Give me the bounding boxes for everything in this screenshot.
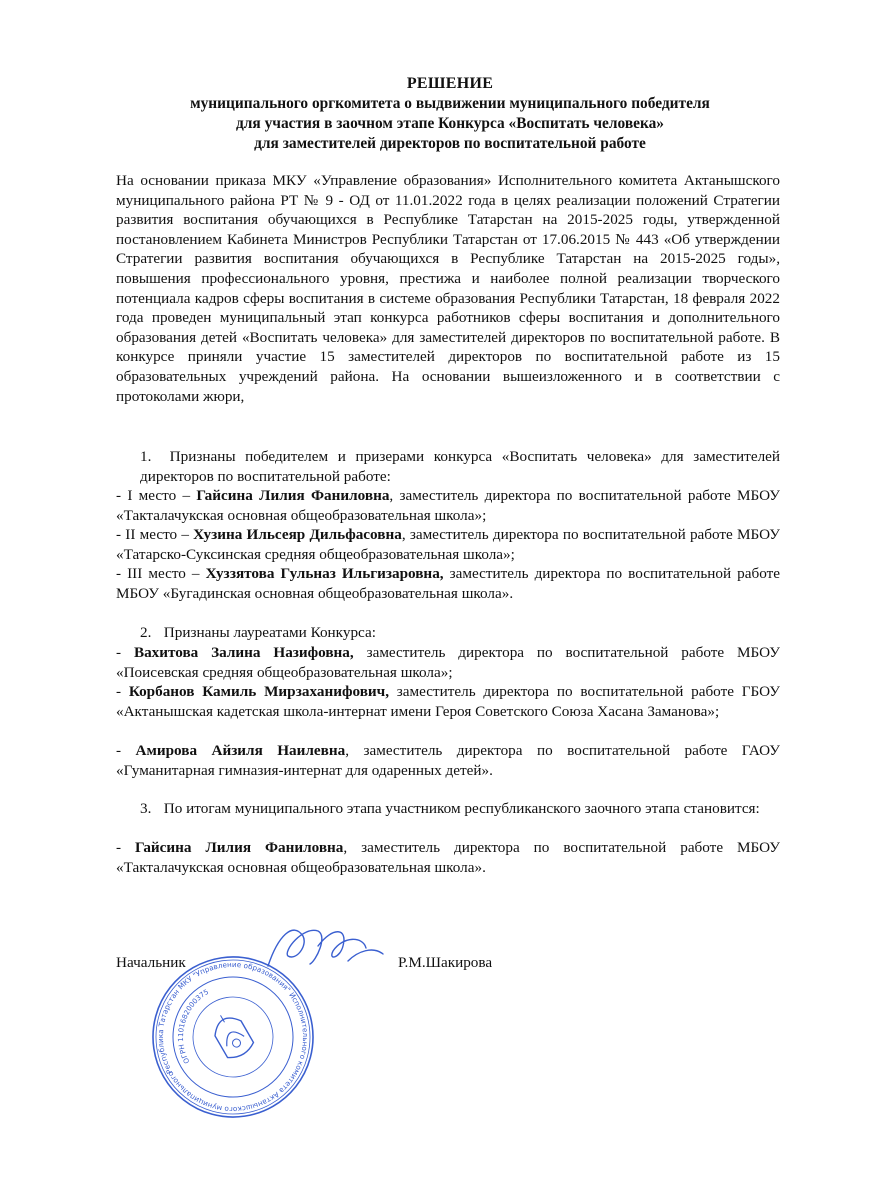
entry-prefix: - I место – [116,487,197,504]
winner-entry-2 [116,525,780,564]
header-line-2: для участия в заочном этапе Конкурса «Воспитать человека» [235,115,664,132]
document-header [100,74,800,154]
stamp-emblem-icon [208,1008,256,1062]
entry-prefix: - [116,839,136,856]
header-line-1: муниципального оргкомитета о выдвижении муниципального победителя [190,95,710,112]
entry-details: , заместитель директора по воспитательной работе МБОУ «Такталачукская основная общеобразовательная школа»; [116,487,781,524]
preamble-paragraph: На основании приказа МКУ «Управление образования» Исполнительного комитета Актанышского муниципального района РТ № 9 - ОД от 11.01.2022 года в целях реализации положений Стратегии развития воспитания обучающихся в Республике Татарстан на 2015-2025 годы, утвержденной постановлением Кабинета Министров Республики Татарстан от 17.06.2015 № 443 «Об утверждении Стратегии развития воспитания обучающихся в Республике Татарстан на 2015-2025 годы», повышения профессионального уровня, престижа и наиболее полной реализации творческого потенциала кадров сферы воспитания в системе образования Республики Татарстан, 18 февраля 2022 года проведен муниципальный этап конкурса работников сферы воспитания и дополнительного образования детей «Воспитать человека» для заместителей директоров по воспитательной работе. В конкурсе приняли участие 15 заместителей директоров по воспитательной работе из 15 образовательных учреждений района. На основании вышеизложенного и в соответствии с протоколами жюри, [116,172,780,405]
person-name: Гайсина Лилия Фаниловна [135,839,344,856]
person-name: Вахитова Залина Назифовна, [133,644,354,661]
entry-prefix: - [116,644,134,661]
person-name: Хузина Ильсеяр Дильфасовна [193,526,402,543]
entry-details: , заместитель директора по воспитательной работе ГАОУ «Гуманитарная гимназия-интернат для одаренных детей». [116,742,781,779]
entry-prefix: - II место – [116,526,194,543]
signature-name: Р.М.Шакирова [398,954,493,971]
person-name: Гайсина Лилия Фаниловна [196,487,390,504]
laureate-entry-3 [116,741,780,780]
person-name: Амирова Айзиля Наилевна [135,742,346,759]
entry-details: , заместитель директора по воспитательной работе МБОУ «Такталачукская основная общеобразовательная школа». [116,839,780,876]
entry-details: заместитель директора по воспитательной работе МБОУ «Поисевская средняя общеобразовательная школа»; [116,644,780,681]
signature-position: Начальник [116,954,186,971]
section-2-text: Признаны лауреатами Конкурса: [163,624,376,641]
section-1-heading [140,447,780,486]
entry-prefix: - III место – [116,565,206,582]
section-3-number: 3. [140,800,152,817]
section-3-text: По итогам муниципального этапа участником республиканского заочного этапа становится: [163,800,760,817]
laureate-entry-2 [116,682,780,721]
section-2-heading [140,623,780,643]
document-title: РЕШЕНИЕ [406,75,494,92]
stamp-outer-text: Республика Татарстан МКУ "Управление образования" Исполнительного комитета Актанышского муниципального [155,959,311,1115]
section-3-heading [140,799,780,819]
final-entry [116,838,780,877]
section-1-number: 1. [140,448,152,465]
person-name: Хуззятова Гульназ Ильгизаровна, [205,565,444,582]
section-2-number: 2. [140,624,152,641]
winner-entry-1 [116,486,780,525]
stamp-inner-text: ОГРН 1101682000375 [176,987,211,1065]
header-line-3: для заместителей директоров по воспитательной работе [254,135,646,152]
entry-prefix: - [116,683,129,700]
official-stamp [148,952,318,1122]
entry-details: заместитель директора по воспитательной работе МБОУ «Бугадинская основная общеобразовательная школа». [116,565,780,602]
winner-entry-3 [116,564,780,603]
entry-details: заместитель директора по воспитательной работе ГБОУ «Актанышская кадетская школа-интернат имени Героя Советского Союза Хасана Заманова»; [116,683,780,720]
laureate-entry-1 [116,643,780,682]
person-name: Корбанов Камиль Мирзаханифович, [128,683,390,700]
section-1-text: Признаны победителем и призерами конкурса «Воспитать человека» для заместителей директоров по воспитательной работе: [140,448,781,485]
entry-prefix: - [116,742,136,759]
entry-details: , заместитель директора по воспитательной работе МБОУ «Татарско-Суксинская средняя общеобразовательная школа»; [116,526,780,563]
